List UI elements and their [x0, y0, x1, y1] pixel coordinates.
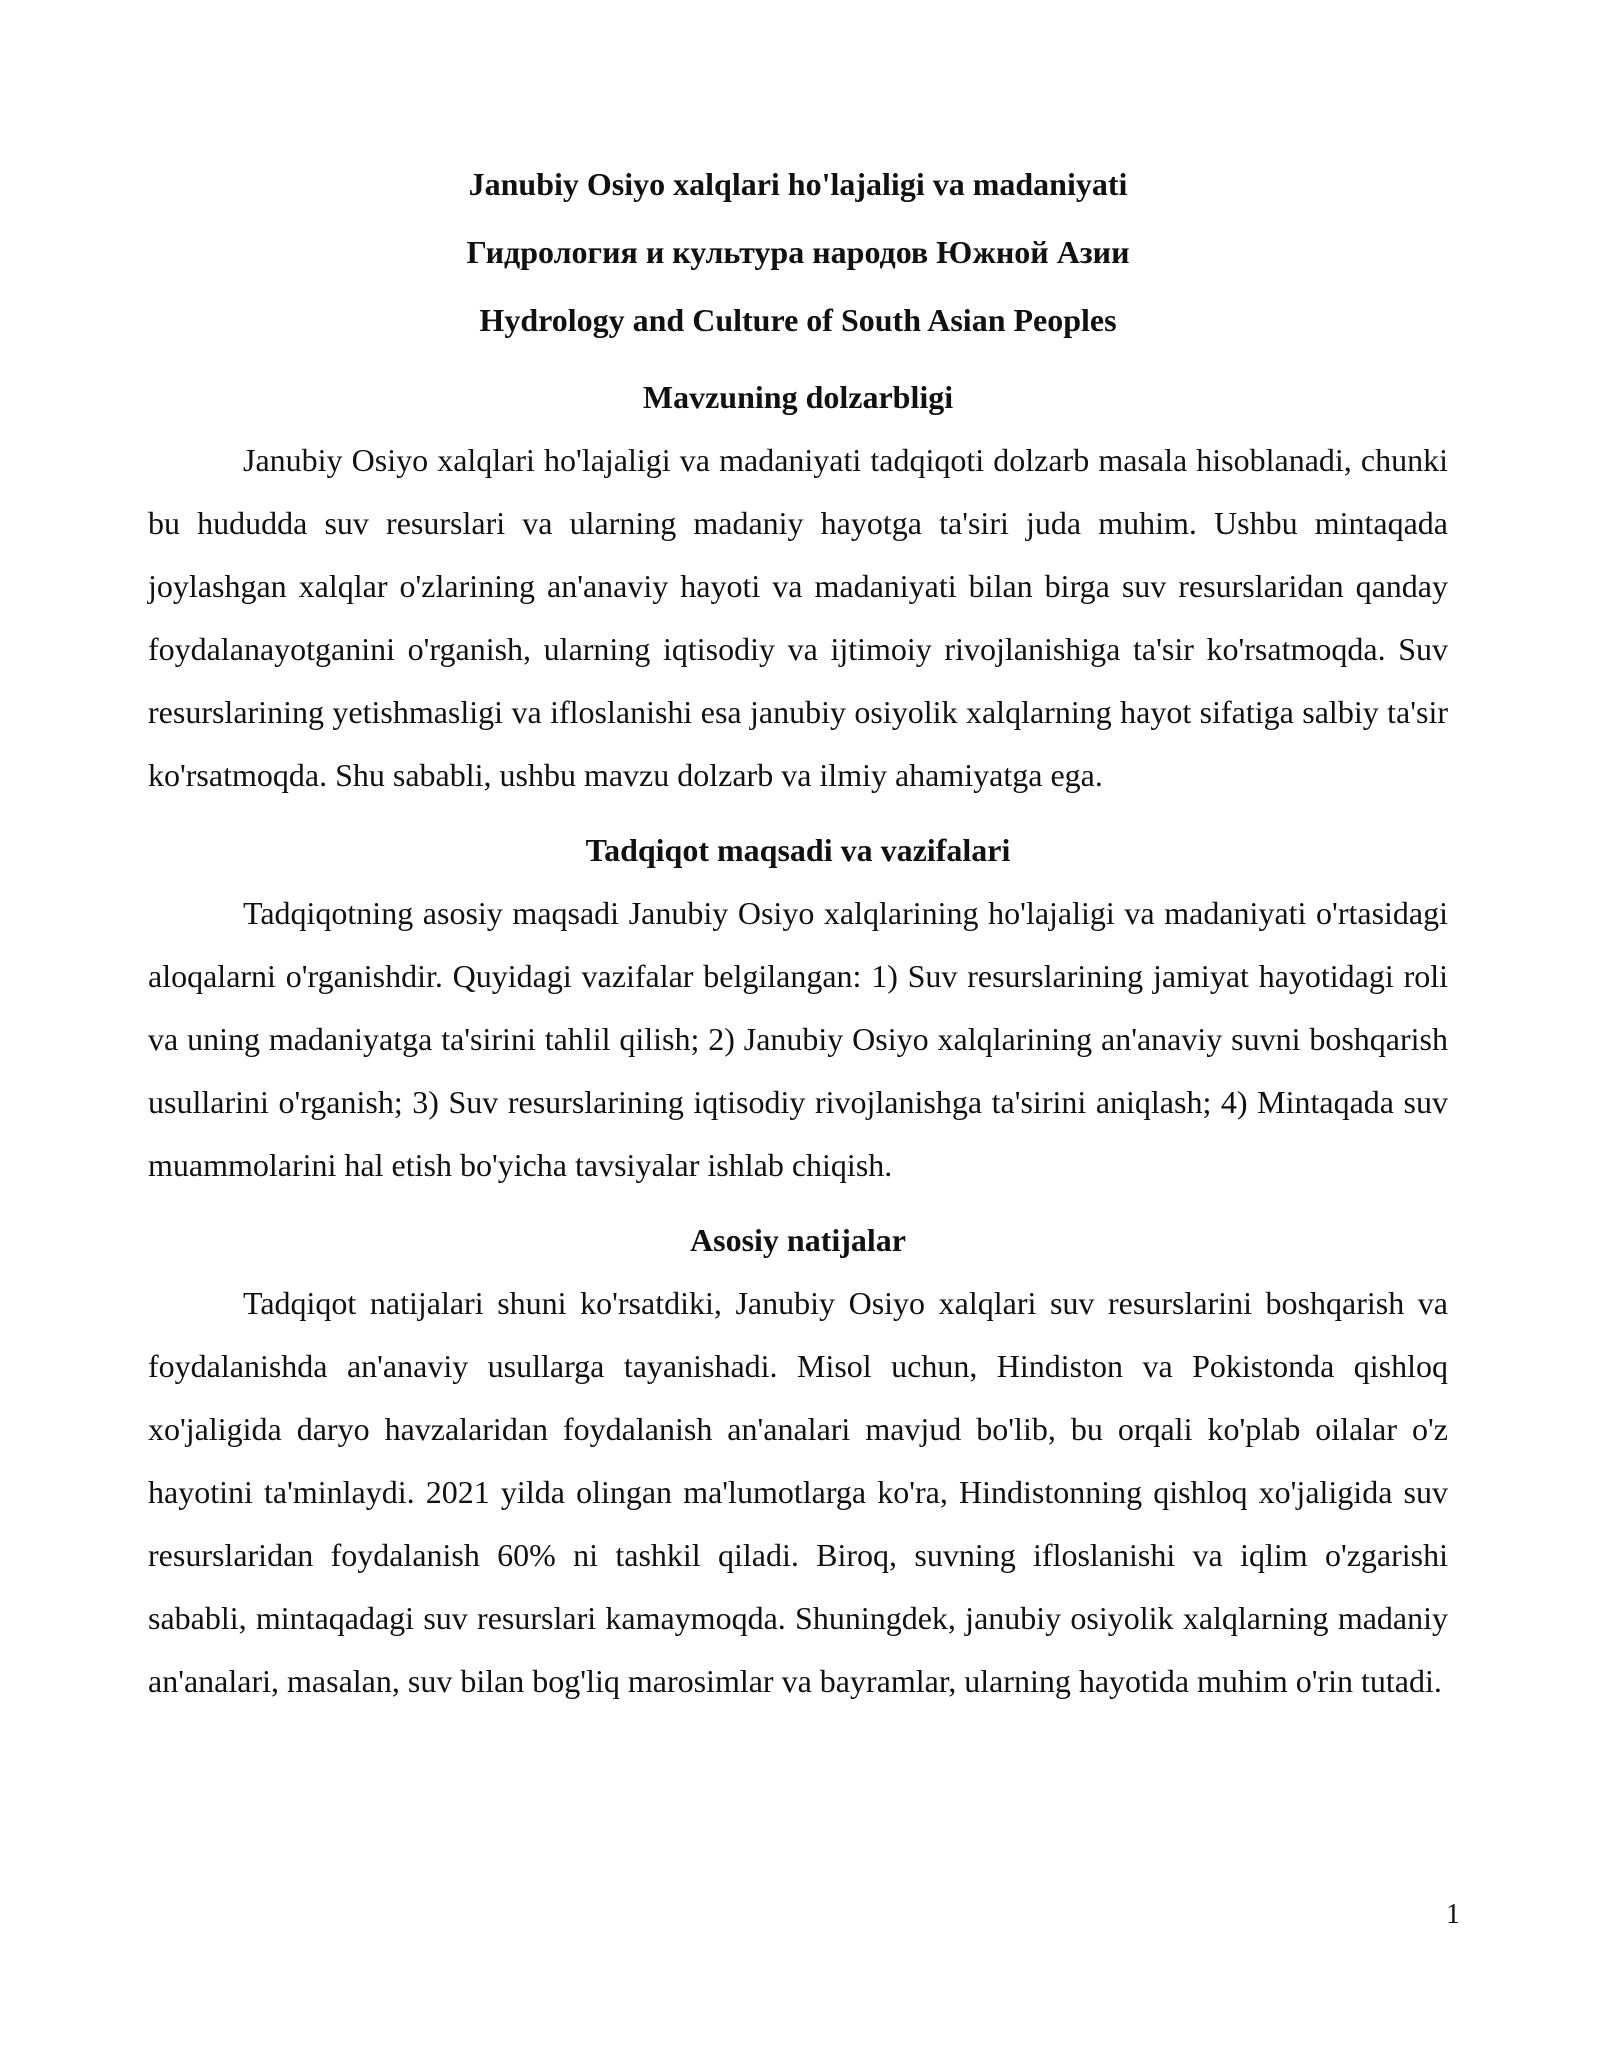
section-heading-goals: Tadqiqot maqsadi va vazifalari	[585, 832, 1011, 868]
section-heading-relevance: Mavzuning dolzarbligi	[642, 379, 954, 415]
section-paragraph-results: Tadqiqot natijalari shuni ko'rsatdiki, Janubiy Osiyo xalqlari suv resurslarini boshqarish va foydalanishda an'anaviy usullarga tayanishadi. Misol uchun, Hindiston va Pokistonda qishloq xo'jaligida daryo havzalaridan foydalanish an'analari mavjud bo'lib, bu orqali ko'plab oilalar o'z hayotini ta'minlaydi. 2021 yilda olingan ma'lumotlarga ko'ra, Hindistonning qishloq xo'jaligida suv resurslaridan foydalanish 60% ni tashkil qiladi. Biroq, suvning ifloslanishi va iqlim o'zgarishi sababli, mintaqadagi suv resurslari kamaymoqda. Shuningdek, janubiy osiyolik xalqlarning madaniy an'analari, masalan, suv bilan bog'liq marosimlar va bayramlar, ularning hayotida muhim o'rin tutadi.	[148, 1285, 1448, 1699]
page-number: 1	[1446, 1899, 1460, 1930]
title-russian: Гидрология и культура народов Южной Азии	[466, 234, 1130, 270]
section-heading-results: Asosiy natijalar	[690, 1222, 906, 1258]
title-english: Hydrology and Culture of South Asian Peoples	[479, 302, 1117, 338]
document-page	[148, 150, 1448, 1713]
section-paragraph-relevance: Janubiy Osiyo xalqlari ho'lajaligi va madaniyati tadqiqoti dolzarb masala hisoblanadi, chunki bu hududda suv resurslari va ularning madaniy hayotga ta'siri juda muhim. Ushbu mintaqada joylashgan xalqlar o'zlarining an'anaviy hayoti va madaniyati bilan birga suv resurslaridan qanday foydalanayotganini o'rganish, ularning iqtisodiy va ijtimoiy rivojlanishiga ta'sir ko'rsatmoqda. Suv resurslarining yetishmasligi va ifloslanishi esa janubiy osiyolik xalqlarning hayot sifatiga salbiy ta'sir ko'rsatmoqda. Shu sababli, ushbu mavzu dolzarb va ilmiy ahamiyatga ega.	[148, 442, 1448, 793]
title-uzbek: Janubiy Osiyo xalqlari ho'lajaligi va madaniyati	[468, 166, 1128, 202]
section-paragraph-goals: Tadqiqotning asosiy maqsadi Janubiy Osiyo xalqlarining ho'lajaligi va madaniyati o'rtasidagi aloqalarni o'rganishdir. Quyidagi vazifalar belgilangan: 1) Suv resurslarining jamiyat hayotidagi roli va uning madaniyatga ta'sirini tahlil qilish; 2) Janubiy Osiyo xalqlarining an'anaviy suvni boshqarish usullarini o'rganish; 3) Suv resurslarining iqtisodiy rivojlanishga ta'sirini aniqlash; 4) Mintaqada suv muammolarini hal etish bo'yicha tavsiyalar ishlab chiqish.	[148, 895, 1448, 1183]
